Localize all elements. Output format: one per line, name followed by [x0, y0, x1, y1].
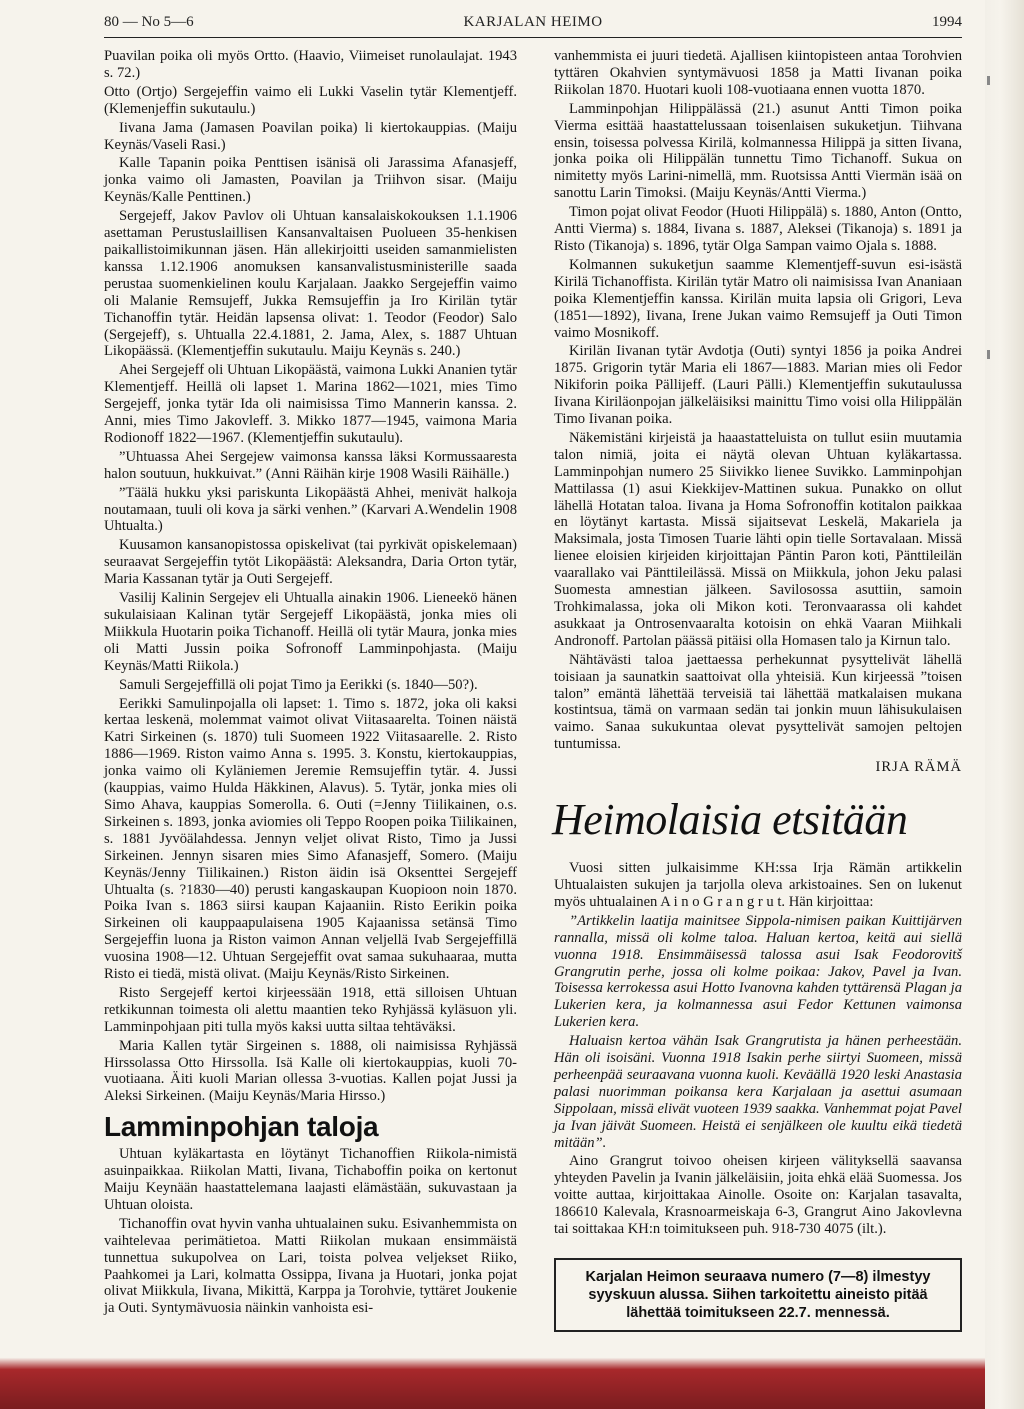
article-title: Heimolaisia etsitään	[552, 795, 908, 845]
paragraph: Otto (Ortjo) Sergejeffin vaimo eli Lukki Vaselin tytär Klementjeff. (Klemenjeffin sukutaulu.)	[104, 83, 517, 117]
paragraph: Vasilij Kalinin Sergejev eli Uhtualla ainakin 1906. Lieneekö hänen sukulaisiaan Kalinan tytär Sergejeff Likopäästä, jonka mies oli Miikkula Huotarin poika Tichanoff. Heillä oli tytär Maura, jonka mies oli Matti Jussin poika Sofronoff Lamminpohjasta. (Maiju Keynäs/Matti Riikola.)	[104, 590, 517, 674]
binding-spine	[0, 1330, 985, 1409]
paragraph: Timon pojat olivat Feodor (Huoti Hilippälä) s. 1880, Anton (Ontto, Antti Vierma) s. 1884, Iivana s. 1887, Aleksei (Tikanoja) s. 1891 ja Risto (Tikanoja) s. 1896, tytär Olga Sampan vaimo Ojala s. 1888.	[554, 204, 962, 254]
paragraph: Lamminpohjan Hilippälässä (21.) asunut Antti Timon poika Vierma esittää haastattelussaan toisenlaisen sukuketjun. Tiihvana ensin, toisessa polvessa Kirilä, kolmannessa Hilippä ja sitten Iivana, jonka poika oli Hilippälän tunnettu Timo Tichanoff. Sukua on nimitetty myös Larini-nimellä, mm. Ruotsissa Antti Viermän isää on sanottu Larin Timoksi. (Maiju Keynäs/Antti Vierma.)	[554, 100, 962, 202]
paragraph: ”Uhtuassa Ahei Sergejew vaimonsa kanssa läksi Kormussaaresta halon soutuun, hukkuivat.” (Anni Räihän kirje 1908 Wasili Räihälle.)	[104, 448, 517, 482]
paragraph: Näkemistäni kirjeistä ja haaastatteluista on tullut esiin muutamia talon nimiä, joita ei näytä olevan Uhtuan kyläkartassa. Lamminpohjan numero 25 Siivikko lienee Suvikko. Lamminpohjan Mattilassa (1) asui Kiekkijev-Mattinen sukua. Punakko on ollut lähellä Hotatan taloa. Iivana ja Homa Sofronoffin kotitalon paikkaa en löytänyt kartasta. Missä sijaitsevat Leskelä, Makariela ja Maksimala, josta Timosen Tuarie lähti opin tielle Sortavalaan. Missä lienee eloisien kirjeiden kirjoittajan Päntin Paron koti, Pänttileilän vaarallako vai Pänttileilässä. Missä on Miikkula, johon Jeku palasi Suomesta amnestian jälkeen. Savilosossa asuttiin, samoin Trohkimalassa, joka oli Mikon koti. Teronvaarassa oli kahdet asukkaat ja Ontrosenvaaralta kotoisin on ehkä Vaaran Miihkali Andronoff. Partolan päässä pitäisi olla Homasen talo ja Kirnun talo.	[554, 429, 962, 649]
magazine-title: KARJALAN HEIMO	[463, 14, 603, 30]
page-number: 80 — No 5—6	[104, 14, 194, 30]
right-column	[554, 48, 962, 1332]
paragraph: Aino Grangrut toivoo oheisen kirjeen välityksellä saavansa yhteyden Pavelin ja Ivanin jälkeläisiin, joita ehkä elää Suomessa. Jos voitte auttaa, kirjoittakaa Ainolle. Osoite on: Karjalan tasavalta, 186610 Kalevala, Krasnoarmeiskaja 6-3, Grangrut Aino Jakovlevna tai soittakaa KH:n toimitukseen puh. 918-730 4075 (ilt.).	[554, 1153, 962, 1238]
paragraph: Vuosi sitten julkaisimme KH:ssa Irja Rämän artikkelin Uhtualaisten sukujen ja tarjolla oleva arkistoaines. Sen on lukenut myös uhtualainen A i n o G r a n g r u t. Hän kirjoittaa:	[554, 860, 962, 910]
paragraph: Kolmannen sukuketjun saamme Klementjeff-suvun esi-isästä Kirilä Tichanoffista. Kirilän tytär Matro oli naimisissa Ivan Ananiaan poika Klementjeffin kanssa. Kirilän muita lapsia oli Grigori, Leva (1851—1892), Iivana, Irene Jukan vaimo Remsujeff ja Outi Timon vaimo Mosnikoff.	[554, 256, 962, 341]
paragraph: vanhemmista ei juuri tiedetä. Ajallisen kiintopisteen antaa Torohvien tyttären Okahvien syntymävuosi 1858 ja Matti Iivanan poika Riikolan 1870. Huotari kuoli 108-vuotiaana ennen vuotta 1870.	[554, 48, 962, 98]
paragraph: Puavilan poika oli myös Ortto. (Haavio, Viimeiset runolaulajat. 1943 s. 72.)	[104, 48, 517, 81]
paragraph: ”Täälä hukku yksi pariskunta Likopäästä Ahhei, menivät halkoja noutamaan, tuuli oli kova ja särki venhen.” (Karvari A.Wendelin 1908 Uhtualta.)	[104, 484, 517, 535]
quoted-letter: ”Artikkelin laatija mainitsee Sippola-nimisen paikan Kuittijärven rannalla, missä oli kolme taloa. Haluan kertoa, keitä aui siellä vuonna 1918. Ensimmäisessä talossa asui Isak Feodorovitš Grangrutin perhe, jossa oli kolme poikaa: Jakov, Pavel ja Ivan. Toisessa kerrokessa asui Hotto Ivanovna kahden tyttärensä Plagan ja Lukerien kera, ja kolmannessa asui Fedor Kettunen vaimonsa Lukerien kera.	[554, 912, 962, 1031]
paragraph: Kuusamon kansanopistossa opiskelivat (tai pyrkivät opiskelemaan) seuraavat Sergejeffin tytöt Likopäästä: Aleksandra, Daria Orton tytär, Maria Kassanan tytär ja Outi Sergejeff.	[104, 537, 517, 588]
page-edge	[985, 0, 1024, 1409]
paragraph: Iivana Jama (Jamasen Poavilan poika) li kiertokauppias. (Maiju Keynäs/Vaseli Rasi.)	[104, 119, 517, 153]
margin-mark	[987, 350, 990, 359]
quoted-letter: Haluaisn kertoa vähän Isak Grangrutista ja hänen perheestään. Hän oli isoisäni. Vuonna 1918 Isakin perhe siirtyi Suomeen, missä perheenpää seuraavana vuonna kuoli. Keväällä 1920 leski Anastasia palasi nuorimman poikansa kera Karjalaan ja asettui asumaan Sippolaan, missä elivät vuoteen 1939 saakka. Vanhemmat pojat Pavel ja Ivan jäivät Suomeen. Heistä ei senjälkeen ole kuultu eikä tiedetä mitään”.	[554, 1033, 962, 1151]
notice-box: Karjalan Heimon seuraava numero (7—8) ilmestyy syyskuun alussa. Siihen tarkoitettu aineisto pitää lähettää toimitukseen 22.7. mennessä.	[554, 1258, 962, 1332]
left-column	[104, 48, 517, 1319]
paragraph: Kirilän Iivanan tytär Avdotja (Outi) syntyi 1856 ja poika Andrei 1875. Grigorin tytär Maria eli 1867—1883. Marian mies oli Fedor Nikiforin poika Pällijeff. (Lauri Pälli.) Klementjeffin sukutaulussa Iivana Kiriläonpojan jälkeläisiksi mainittu Timo voisi olla Hilippälän Timo Iivanan poika.	[554, 343, 962, 428]
paragraph: Risto Sergejeff kertoi kirjeessään 1918, että silloisen Uhtuan retkikunnan toimesta oli alettu maantien teko Ryhjässä kyläsuon yli. Lamminpohjaan piti tulla myös kaksi uutta siltaa tehtäväksi.	[104, 984, 517, 1035]
author-signature: IRJA RÄMÄ	[875, 759, 962, 776]
issue-year: 1994	[932, 14, 962, 30]
paragraph: Uhtuan kyläkartasta en löytänyt Tichanoffien Riikola-nimistä asuinpaikkaa. Riikolan Matti, Iivana, Tichaboffin poika on kertonut Maiju Keynään haastattelemana laajasti elämästään, sukuvastaan ja Uhtuan oloista.	[104, 1146, 517, 1213]
header-rule	[104, 37, 962, 38]
section-heading: Lamminpohjan taloja	[104, 1111, 379, 1143]
margin-mark	[987, 76, 990, 85]
paragraph: Ahei Sergejeff oli Uhtuan Likopäästä, vaimona Lukki Ananien tytär Klementjeff. Heillä oli lapset 1. Marina 1862—1021, mies Timo Sergejeff, jonka tytär Ida oli naimisissa Timo Mannerin kanssa. 2. Anni, mies Timo Jakovleff. 3. Mikko 1877—1945, vaimona Maria Rodionoff 1822—1967. (Klementjeffin sukutaulu).	[104, 362, 517, 446]
paragraph: Tichanoffin ovat hyvin vanha uhtualainen suku. Esivanhemmista on vaihtelevaa perimätietoa. Matti Riikolan mukaan ensimmäistä tunnettua sukupolvea on Lari, toista polvea veljekset Riiko, Paahkomei ja Lari, kolmatta Ossippa, Iivana ja Huotari, jonka pojat olivat Miikkula, Iivana, Mikittä, Karppa ja Torohvie, tyttäret Joukenie ja Outi. Syntymävuosia näinkin vanhoista esi-	[104, 1215, 517, 1317]
paragraph: Eerikki Samulinpojalla oli lapset: 1. Timo s. 1872, joka oli kaksi kertaa leskenä, molemmat vaimot olivat Viitasaarelta. Toinen näistä Katri Sirkeinen (s. 1870) tuli Suomeen 1922 Viitasaarelle. 2. Risto 1886—1969. Riston vaimo Anna s. 1995. 3. Konstu, kiertokauppias, jonka vaimo oli Kyläniemen Jeremie Remsujeffin tytär. 4. Jussi (kauppias, vaimo Hulda Häkkinen, Alavus). 5. Tytär, jonka mies oli Simo Ahava, kauppias Somerolla. 6. Outi (=Jenny Tiilikainen, o.s. Sirkeinen s. 1893, jonka aviomies oli Teppo Roopen poika Tiilikainen, s. 1881 Jyvöälahdessa. Jennyn veljet olivat Risto, Timo ja Jussi Sirkeinen. Jennyn sisaren mies Simo Afanasjeff, Somero. (Maiju Keynäs/Jenny Tiilikainen.) Riston äidin isä Oksenttei Sergejeff Uhtualta (s. ?1830—40) perusti kangaskaupan Kuopioon noin 1870. Poika Ivan s. 1863 siirsi kaupan Kajaaniin. Risto Eerikin poika Sirkeinen oli kauppaapulaisena 1905 Kajaanissa setänsä Timo Sergejeffin luona ja Riston vaimon Annan veljellä Ivab Sergejeffillä vuosina 1908—12. Uhtuan Sergejeffit ovat samaa sukuhaaraa, mutta Risto ei tiedä, mistä olivat. (Maiju Keynäs/Risto Sirkeinen.	[104, 695, 517, 983]
paragraph: Kalle Tapanin poika Penttisen isänisä oli Jarassima Afanasjeff, jonka vaimo oli Jamasten, Poavilan ja Triihvon sisar. (Maiju Keynäs/Kalle Penttinen.)	[104, 155, 517, 206]
paragraph: Maria Kallen tytär Sirgeinen s. 1888, oli naimisissa Ryhjässä Hirssolassa Otto Hirssolla. Isä Kalle oli kiertokauppias, kuoli 70-vuotiaana. Äiti kuoli Marian ollessa 3-vuotias. Kallen pojat Jussi ja Aleksi Sirkeinen. (Maiju Keynäs/Maria Hirsso.)	[104, 1037, 517, 1105]
paragraph: Sergejeff, Jakov Pavlov oli Uhtuan kansalaiskokouksen 1.1.1906 asettaman Perustuslaillisen Kansanvaltaisen Puolueen 35-henkisen paikallistoimikunnan jäsen. Hän allekirjoitti useiden samanmielisten kanssa 1.12.1906 anomuksen kansanvalistusministerille saada perustaa suomenkielinen koulu Karjalaan. Jaakko Sergejeffin vaimo oli Malanie Remsujeff, Jukka Remsujeffin ja Iro Kirilän tytär Tichanoffin tytär. Heidän lapsensa olivat: 1. Teodor (Feodor) Salo (Sergejeff), s. Uhtualla 22.4.1881, 2. Jama, Alex, s. 1887 Uhtuan Likopäässä. (Klementjeffin sukutaulu. Maiju Keynäs s. 240.)	[104, 208, 517, 360]
paragraph: Nähtävästi taloa jaettaessa perhekunnat pysyttelivät lähellä toisiaan ja saunatkin saattoivat olla yhteisiä. Kun kirjeessä ”toisen talon” emäntä lähettää terveisiä tai lähettää matkalaisen mukana kostintsua, tämä on varmaan sedän tai jonkin muun lähisukulaisen vaimo. Sanaa sukukuntaa olevat pysyttelivät samojen peltojen tuntumissa.	[554, 651, 962, 753]
paragraph: Samuli Sergejeffillä oli pojat Timo ja Eerikki (s. 1840—50?).	[119, 676, 478, 693]
